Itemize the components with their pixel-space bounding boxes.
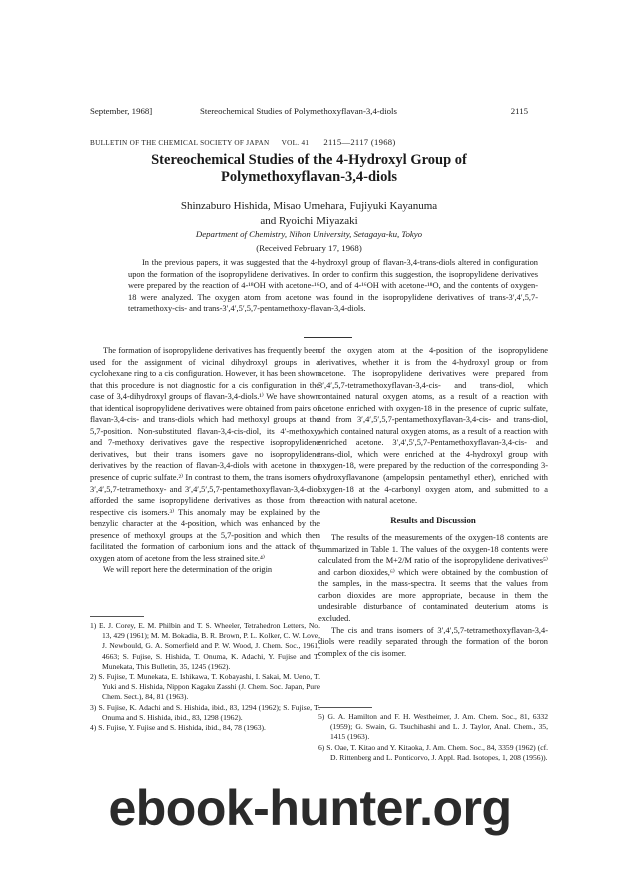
footnote: 3) S. Fujise, K. Adachi and S. Hishida, ibid., 83, 1294 (1962); S. Fujise, T. Onuma and S. Hishida, ibid., 83, 1298 (1962). (90, 702, 320, 722)
authors (90, 199, 528, 229)
footnote: 4) S. Fujise, Y. Fujise and S. Hishida, ibid., 84, 78 (1963). (90, 723, 266, 733)
paper-title: Stereochemical Studies of the 4-Hydroxyl Group of Polymethoxyflavan-3,4-diols (151, 152, 467, 185)
abstract: In the previous papers, it was suggested that the 4-hydroxyl group of flavan-3,4-trans-diols altered in configuration upon the formation of the isopropylidene derivatives. In order to confirm this suggestion, the isopropylidene derivatives were prepared by the reaction of 4-¹⁸OH with acetone-¹⁶O, and of 4-¹⁶OH with acetone-¹⁸O, and the contents of oxygen-18 were analyzed. The oxygen atom from acetone was found in the isopropylidene derivatives of trans-3′,4′,5,7-tetramethoxy-cis- and trans-3′,4′,5′,5,7-pentamethoxy-flavan-3,4-diols. (128, 258, 538, 314)
body-paragraph: We will report here the determination of the origin (103, 565, 273, 575)
footnote: 1) E. J. Corey, E. M. Philbin and T. S. Wheeler, Tetrahedron Letters, No. 13, 429 (1961); M. M. Bokadia, B. R. Brown, P. L. Kolker, C. W. Love, J. Newbould, G. A. Somerfield and P. W. Wood, J. Chem. Soc., 1961, 4663; S. Fujise, S. Hishida, T. Onuma, K. Adachi, Y. Fujise and T. Munekata, This Bulletin, 35, 1245 (1962). (90, 621, 321, 671)
page-number: 2115 (510, 106, 528, 116)
body-paragraph: of the oxygen atom at the 4-position of the isopropylidene derivatives, whether it is from the 4-hydroxyl group or from acetone. The isopropylidene derivatives were prepared from 3′,4′,5,7-tetramethoxyflavan-3,4-cis- and trans-diol, which contained natural oxygen atoms, as a result of a reaction with acetone enriched with oxygen-18 in the presence of cupric sulfate, and from 3′,4′,5′,5,7-pentamethoxyflavan-3,4-cis- and trans-diol, which contained natural oxygen atoms, as a result of a reaction with enriched acetone. 3′,4′,5′,5,7-Pentamethoxyflavan-3,4-cis- and trans-diol, which were enriched at the 4-hydroxyl group with oxygen-18, were prepared by the reduction of the corresponding 3-hydroxyflavanone (ampelopsin pentamethyl ether), enriched with oxygen-18 at the 4-carbonyl oxygen atom, and submitted to a reaction with natural acetone. (318, 346, 548, 506)
footnote: 6) S. Oae, T. Kitao and Y. Kitaoka, J. Am. Chem. Soc., 84, 3359 (1962) (cf. D. Rittenberg and L. Ponticorvo, J. Appl. Rad. Isotopes, 1, 208 (1956)). (318, 742, 548, 762)
body-paragraph: The cis and trans isomers of 3′,4′,5,7-tetramethoxyflavan-3,4-diols were readily separated through the formation of the boron complex of the cis isomer. (318, 625, 548, 658)
footnote-divider (90, 616, 144, 617)
body-paragraph: The formation of isopropylidene derivatives has frequently been used for the assignment of vicinal dihydroxyl groups in a cyclohexane ring to a cis configuration. However, it has been shown that this procedure is not diagnostic for a cis configuration in the case of 3,4-dihydroxyl groups of flavan-3,4-diols.¹⁾ We have shown that identical isopropylidene derivatives were obtained from pairs of flavan-3,4-cis- and trans-diols which had methoxyl groups at the 5,7-position. Non-substituted flavan-3,4-cis-diol, its 4′-methoxy, and 7-methoxy derivatives gave the respective isopropylidene derivatives, but their trans isomers gave no isopropylidene derivatives by the reaction of flavan-3,4-diols with acetone in the presence of cupric sulfate.²⁾ In contrast to them, the trans isomers of 3′,4′,5,7-tetramethoxy- and 3′,4′,5′,5,7-pentamethoxyflavan-3,4-diol afforded the same isopropylidene derivatives as those from the respective cis isomers.³⁾ This anomaly may be explained by the benzylic character at the 4-position, which was enhanced by the presence of methoxyl groups at the 5,7-position and which then facilitated the formation of carbonium ions and the attack of the oxygen atom of acetone from the less strained site.⁴⁾ (90, 346, 320, 563)
watermark: ebook-hunter.org (108, 780, 512, 836)
journal-name: BULLETIN OF THE CHEMICAL SOCIETY OF JAPAN (90, 139, 270, 147)
authors-line-2: and Ryoichi Miyazaki (260, 215, 358, 227)
footnotes-right (318, 712, 548, 763)
abstract-divider (304, 337, 352, 338)
journal-volume: VOL. 41 (281, 139, 310, 147)
body-column-left (90, 345, 320, 576)
affiliation: Department of Chemistry, Nihon University, Setagaya-ku, Tokyo (195, 229, 423, 239)
body-column-right (318, 345, 548, 659)
section-heading: Results and Discussion (390, 514, 476, 525)
authors-line-1: Shinzaburo Hishida, Misao Umehara, Fujiyuki Kayanuma (180, 200, 438, 212)
footnote: 2) S. Fujise, T. Munekata, E. Ishikawa, T. Kobayashi, I. Sakai, M. Ueno, T. Yuki and S. Hishida, Nippon Kagaku Zasshi (J. Chem. Soc. Japan, Pure Chem. Sect.), 84, 81 (1963). (90, 672, 320, 702)
footnotes-left (90, 621, 320, 733)
journal-pages: 2115—2117 (1968) (323, 137, 396, 147)
footnote: 5) G. A. Hamilton and F. H. Westheimer, J. Am. Chem. Soc., 81, 6332 (1959); G. Swain, G. Tsuchihashi and L. J. Taylor, Anal. Chem., 35, 1415 (1963). (318, 712, 548, 742)
body-paragraph: The results of the measurements of the oxygen-18 contents are summarized in Table 1. The values of the oxygen-18 contents were calculated from the M+2/M ratio of the isopropylidene derivatives⁵⁾ and carbon dioxides,⁶⁾ which were obtained by the combustion of the samples, in the mass-spectra. It seems that the values from carbon dioxides are more appropriate, because in them the undesirable disturbance of contaminated deuterium atoms is excluded. (318, 533, 548, 624)
running-head-date: September, 1968] (90, 106, 153, 116)
running-head-title: Stereochemical Studies of Polymethoxyflavan-3,4-diols (200, 106, 397, 116)
journal-line (90, 137, 396, 147)
footnote-divider (318, 707, 372, 708)
received-date: (Received February 17, 1968) (256, 243, 362, 253)
